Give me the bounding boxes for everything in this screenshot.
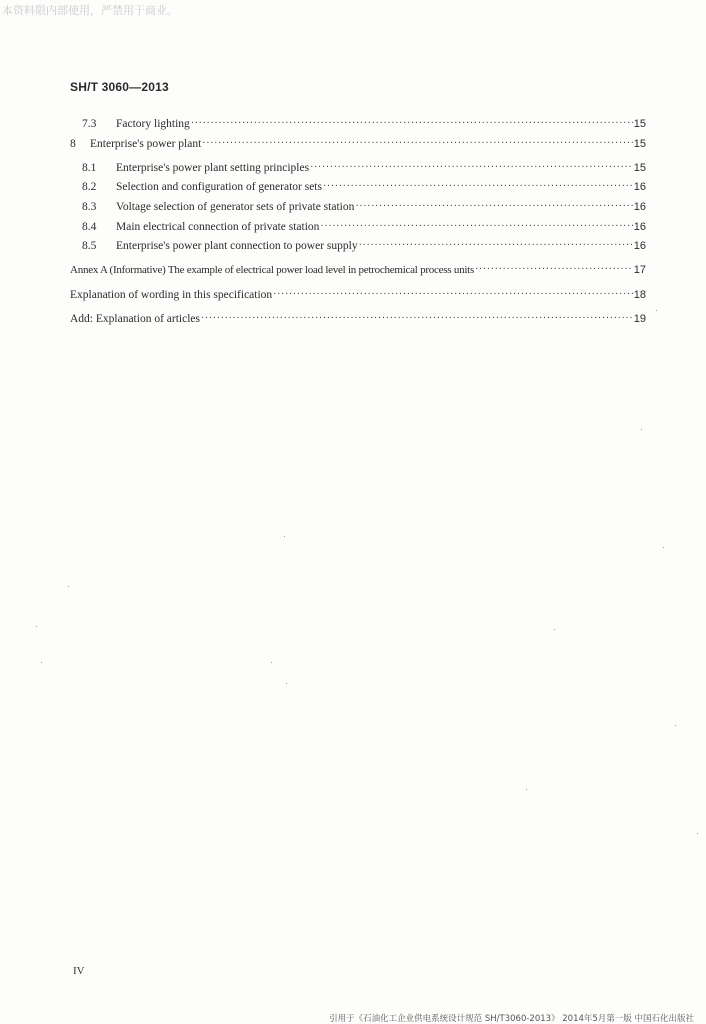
scan-speck [641,429,642,430]
toc-entry-page: 18 [633,289,646,301]
page-number: IV [73,965,85,977]
toc-entry-title: Main electrical connection of private station [116,221,320,233]
toc-leader-dots [475,263,633,275]
toc-leader-dots [320,220,632,232]
toc-entry-number: 8.2 [82,181,97,193]
toc-entry-title: Explanation of wording in this specification [70,289,273,301]
toc-entry-8-4[interactable] [82,221,646,233]
toc-entry-page: 15 [633,138,646,150]
toc-entry-title: Annex A (Informative) The example of electrical power load level in petrochemical process units [70,264,474,276]
toc-entry-page: 19 [633,313,646,325]
toc-leader-dots [310,161,633,173]
toc-leader-dots [355,200,632,212]
toc-entry-8[interactable] [70,138,646,150]
toc-entry-page: 16 [633,181,646,193]
toc-entry-number: 8 [70,138,76,150]
toc-entry-page: 16 [633,201,646,213]
standard-code-header: SH/T 3060—2013 [70,80,169,94]
toc-entry-title: Enterprise's power plant [90,138,202,150]
toc-entry-number: 7.3 [82,118,97,130]
scan-speck [41,662,42,663]
toc-entry-8-2[interactable] [82,181,646,193]
toc-entry-title: Selection and configuration of generator sets [116,181,322,193]
toc-entry-number: 8.3 [82,201,97,213]
toc-leader-dots [201,312,633,324]
toc-leader-dots [359,239,633,251]
scan-speck [284,536,285,537]
scan-speck [286,683,287,684]
toc-entry-8-1[interactable] [82,162,646,174]
toc-entry-explanation-of-wording[interactable] [70,289,646,301]
toc-entry-annex-a[interactable] [70,264,646,276]
toc-entry-page: 17 [633,264,646,276]
scan-speck [68,586,69,587]
toc-entry-title: Add: Explanation of articles [70,313,200,325]
toc-entry-title: Voltage selection of generator sets of private station [116,201,355,213]
toc-leader-dots [323,180,633,192]
toc-entry-number: 8.4 [82,221,97,233]
toc-entry-8-3[interactable] [82,201,646,213]
toc-entry-title: Enterprise's power plant setting principles [116,162,310,174]
scan-speck [656,310,657,311]
scan-speck [697,833,698,834]
toc-leader-dots [191,117,633,129]
scan-speck [526,789,527,790]
toc-entry-page: 15 [633,162,646,174]
scan-speck [663,547,664,548]
toc-entry-number: 8.1 [82,162,97,174]
scan-speck [271,662,272,663]
footer-citation: 引用于《石油化工企业供电系统设计规范 SH/T3060-2013》 2014年5月第一版 中国石化出版社 [329,1014,694,1024]
toc-entry-number: 8.5 [82,240,97,252]
toc-entry-page: 16 [633,221,646,233]
toc-entry-title: Enterprise's power plant connection to power supply [116,240,358,252]
watermark-text: 本资料限内部使用，严禁用于商业。 [2,4,178,17]
toc-leader-dots [273,288,633,300]
scan-speck [675,725,676,726]
toc-leader-dots [202,137,632,149]
toc-entry-7-3[interactable] [82,118,646,130]
toc-entry-page: 16 [633,240,646,252]
toc-entry-8-5[interactable] [82,240,646,252]
toc-entry-explanation-of-articles[interactable] [70,313,646,325]
toc-entry-page: 15 [633,118,646,130]
scan-speck [36,626,37,627]
scan-speck [554,629,555,630]
toc-entry-title: Factory lighting [116,118,190,130]
